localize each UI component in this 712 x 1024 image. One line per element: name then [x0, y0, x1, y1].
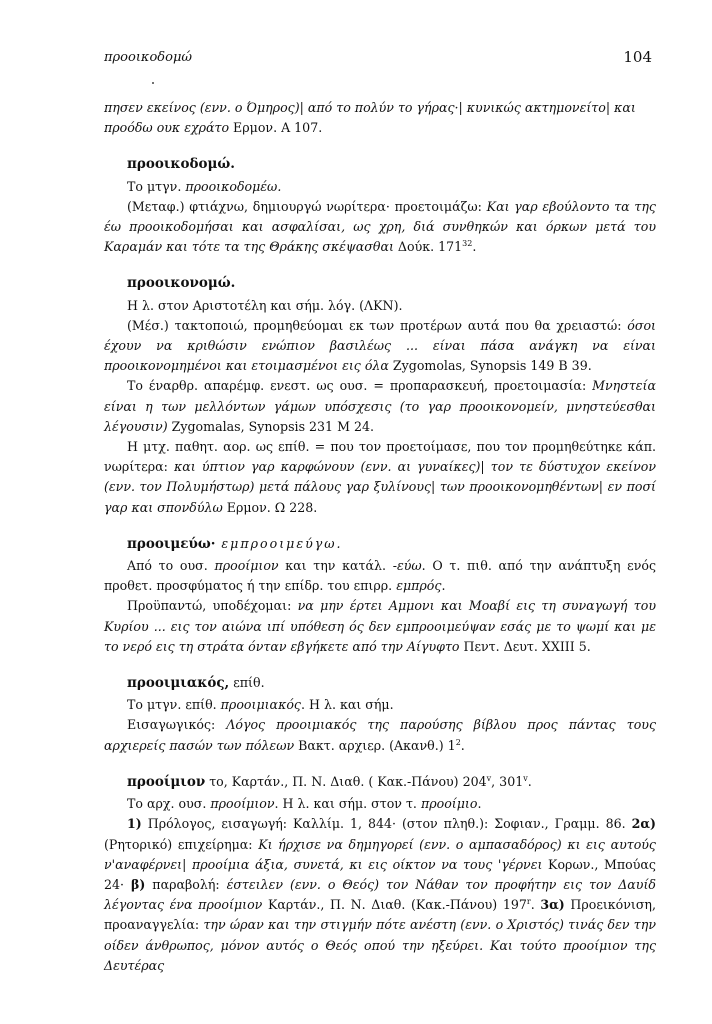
entry-paragraph: Το μτγν. προοικοδομέω. — [127, 178, 282, 194]
entry-paragraph: Η μτχ. παθητ. αορ. ως επίθ. = που τον προετοίμασε, που τον προμηθεύτηκε κάπ. νωρίτερα: και ύπτιον γαρ καρφώνουν (ενν. αι γυναίκες)| τον τε δύστυχον εκείνον (ενν. τον Πολυμήστωρ) μετά πάλους γαρ ξυλίνους| των προοικονομηθέντων| εν ποσί γαρ και σπονδύλω Ερμον. Ω 228. — [104, 439, 656, 515]
headword-prooimiakos: προοιμιακός, επίθ. — [127, 675, 265, 692]
entry-paragraph: Η λ. στον Αριστοτέλη και σήμ. λόγ. (ΛΚΝ). — [127, 297, 403, 313]
headword-prooimeuo: προοιμεύω· εμπροοιμεύγω. — [127, 535, 343, 552]
entry-paragraph: (Μεταφ.) φτιάχνω, δημιουργώ νωρίτερα· προετοιμάζω: Και γαρ εβούλοντο τα της έω προοικοδομήσαι και ασφαλίσαι, ως χρη, διά συνθηκών και όρκων μετά του Καραμάν και τότε τα της Θράκης σκέψασθαι Δούκ. $171^{32}$. — [104, 198, 656, 255]
entry-paragraph: Το αρχ. ουσ. προοίμιον. Η λ. και σήμ. στον τ. προοίμιο. — [127, 796, 482, 812]
entry-paragraph: Το έναρθρ. απαρέμφ. ενεστ. ως ουσ. = προπαρασκευή, προετοιμασία: Μνηστεία είναι η των μελλόντων γάμων υπόσχεσις (το γαρ προοικονομείν, μνηστεύεσθαι λέγουσιν) Zygomalas, Synopsis 231 M 24. — [104, 378, 656, 434]
page-content — [104, 98, 656, 976]
page-number: 104 — [623, 48, 652, 66]
intro-text: πησεν εκείνος (ενν. ο Όμηρος)| από το πολύν το γήρας·| κυνικώς ακτημονείτο| και προόδω ουκ εχράτο Ερμον. Α 107. — [104, 100, 636, 136]
headword-prooimion: προοίμιον το, Καρτάν., Π. Ν. Διαθ. ( Κακ.-Πάνου) 204$^v$, 301$^v$. — [127, 773, 532, 790]
entry-paragraph: Εισαγωγικός: Λόγος προοιμιακός της παρούσης βίβλου προς πάντας τους αρχιερείς πασών των πόλεων Βακτ. αρχιερ. (Ακανθ.) $1^2$. — [104, 717, 656, 753]
entry-paragraph: Προϋπαντώ, υποδέχομαι: να μην έρτει Αμμονι και Μοαβί εις τη συναγωγή του Κυρίου ... εις τον αιώνα ιπί υπόθεση ός δεν εμπροοιμεύψαν εσάς με το ψωμί και με το νερό εις τη στράτα όνταν εβγήκετε από την Αίγυφτο Πεντ. Δευτ. XXIII 5. — [104, 598, 656, 654]
entry-paragraph: (Μέσ.) τακτοποιώ, προμηθεύομαι εκ των προτέρων αυτά που θα χρειαστώ: όσοι έχουν να κριθώσιν ενώπιον βασιλέως ... είναι πάσα ανάγκη να είναι προοικονομημένοι και ετοιμασμένοι εις όλα Zygomolas, Synopsis 149 B 39. — [104, 317, 656, 374]
entry-paragraph: Από το ουσ. προοίμιον και την κατάλ. -εύω. Ο τ. πιθ. από την ανάπτυξη ενός προθετ. προσφύματος ή την επίδρ. του επιρρ. εμπρός. — [104, 558, 656, 594]
running-head: προοικοδομώ — [104, 50, 192, 65]
headword-prooikonomo: προοικονομώ. — [127, 275, 236, 292]
speck-mark — [152, 82, 154, 84]
headword-prooikodomo: προοικοδομώ. — [127, 156, 235, 173]
entry-paragraph: Το μτγν. επίθ. προοιμιακός. Η λ. και σήμ. — [127, 697, 394, 713]
entry-paragraph: 1) Πρόλογος, εισαγωγή: Καλλίμ. 1, 844· (στον πληθ.): Σοφιαν., Γραμμ. 86. 2α) (Ρητορικό) επιχείρημα: Κι ήρχισε να δημηγορεί (ενν. ο αμπασαδόρος) κι εις αυτούς ν'αναφέρνει| προοίμια άξια, συνετά, κι εις οίκτον να τους 'γέρνει Κορων., Μπούας 24· β) παραβολή: έστειλεν (ενν. ο Θεός) τον Νάθαν τον προφήτην εις τον Δαυίδ λέγοντας ένα προοίμιον Καρτάν., Π. Ν. Διαθ. (Κακ.-Πάνου) 197$^r$. 3α) Προεικόνιση, προαναγγελία: την ώραν και την στιγμήν πότε ανέστη (ενν. ο Χριστός) τινάς δεν την οίδεν άνθρωπος, μόνον αυτός ο Θεός οπού την ηξεύρει. Και τούτο προοίμιον της Δευτέρας — [104, 816, 656, 973]
